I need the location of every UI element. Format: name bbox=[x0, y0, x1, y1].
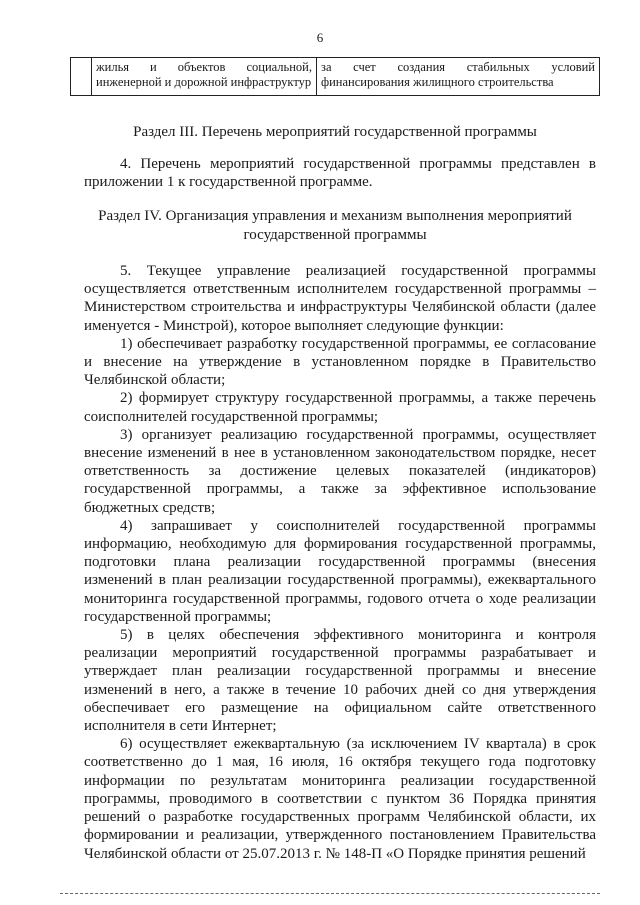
list-item-1: 1) обеспечивает разработку государственной программы, ее согласование и внесение на утверждение в установленном порядке в Правительство Челябинской области; bbox=[84, 335, 596, 389]
table-cell-empty bbox=[71, 58, 92, 96]
section-4-heading-line-2: государственной программы bbox=[243, 227, 427, 243]
list-item-5: 5) в целях обеспечения эффективного мониторинга и контроля реализации мероприятий государственной программы разрабатывает и утверждает план реализации государственной программы и внесение изменений в него, а также в течение 10 рабочих дней со дня утверждения обеспечивает его размещение на официальном сайте ответственного исполнителя в сети Интернет; bbox=[84, 627, 596, 735]
list-item-4: 4) запрашивает у соисполнителей государственной программы информацию, необходимую для формирования государственной программы, подготовки плана реализации государственной программы (внесения изменений в план реализации государственной программы), ежеквартального мониторинга государственной программы, годового отчета о ходе реализации государственной программы; bbox=[84, 517, 596, 625]
table-cell-right: за счет создания стабильных условий финансирования жилищного строительства bbox=[317, 58, 600, 96]
paragraph-5: 5. Текущее управление реализацией государственной программы осуществляется ответственным исполнителем государственной программы – Министерством строительства и инфраструктуры Челябинской области (далее именуется - Минстрой), которое выполняет следующие функции: bbox=[84, 263, 596, 334]
bottom-divider bbox=[60, 893, 600, 894]
continuation-table bbox=[70, 57, 600, 96]
section-4-body bbox=[84, 262, 596, 863]
list-item-6: 6) осуществляет ежеквартальную (за исключением IV квартала) в срок соответственно до 1 мая, 16 июля, 16 октября текущего года подготовку информации по результатам мониторинга реализации государственной программы, проводимого в соответствии с пунктом 36 Порядка принятия решений о разработке государственных программ Челябинской области, их формировании и реализации, утвержденного постановлением Правительства Челябинской области от 25.07.2013 г. № 148-П «О Порядке принятия решений bbox=[84, 736, 596, 862]
page-number: 6 bbox=[316, 30, 324, 45]
list-item-2: 2) формирует структуру государственной программы, а также перечень соисполнителей государственной программы; bbox=[84, 390, 596, 425]
section-3-heading: Раздел III. Перечень мероприятий государственной программы bbox=[133, 124, 537, 140]
list-item-3: 3) организует реализацию государственной программы, осуществляет внесение изменений в нее в установленном законодательством порядке, несет ответственность за достижение целевых показателей (индикаторов) государственной программы, а также за эффективное использование бюджетных средств; bbox=[84, 426, 596, 516]
table-row bbox=[71, 58, 600, 96]
table-cell-left: жилья и объектов социальной, инженерной и дорожной инфраструктур bbox=[92, 58, 317, 96]
paragraph-4: 4. Перечень мероприятий государственной программы представлен в приложении 1 к государственной программе. bbox=[84, 156, 596, 191]
section-4-heading-line-1: Раздел IV. Организация управления и механизм выполнения мероприятий bbox=[98, 208, 572, 224]
